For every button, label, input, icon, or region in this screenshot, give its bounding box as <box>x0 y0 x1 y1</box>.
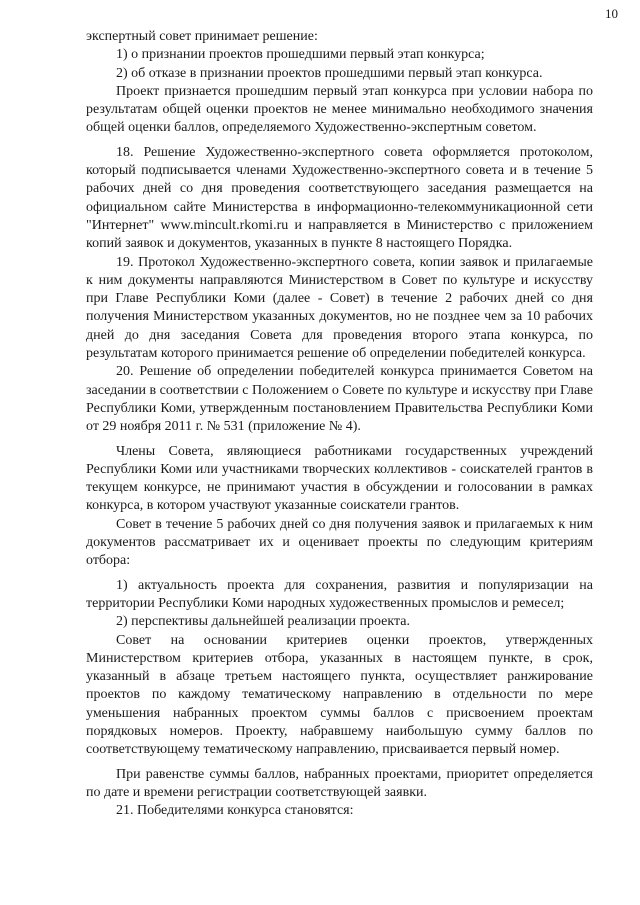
paragraph-6: 19. Протокол Художественно-экспертного совета, копии заявок и прилагаемые к ним документы направляются Министерством в Совет по культуре и искусству при Главе Республики Коми (далее - Совет) в течение 2 рабочих дней со дня получения Министерством указанных документов, но не позднее чем за 10 рабочих дней до дня заседания Совета для проведения второго этапа конкурса, по результатам которого принимается решение об определении победителей конкурса. <box>86 254 593 362</box>
paragraph-11: 2) перспективы дальнейшей реализации проекта. <box>116 614 410 630</box>
paragraph-14: 21. Победителями конкурса становятся: <box>116 803 354 819</box>
paragraph-12: Совет на основании критериев оценки проектов, утвержденных Министерством критериев отбора, указанных в настоящем пункте, в срок, указанный в абзаце третьем настоящего пункта, осуществляет ранжирование проектов по каждому тематическому направлению в отдельности по мере уменьшения набранных проектом суммы баллов с присвоением проектам порядковых номеров. Проекту, набравшему наибольшую сумму баллов по соответствующему тематическому направлению, присваивается первый номер. <box>86 632 593 758</box>
paragraph-8: Члены Совета, являющиеся работниками государственных учреждений Республики Коми или участниками творческих коллективов - соискателей грантов в текущем конкурсе, не принимают участия в обсуждении и голосовании в рамках конкурса, в котором участвуют указанные соискатели грантов. <box>86 443 593 514</box>
document-body <box>86 28 593 820</box>
paragraph-3: 2) об отказе в признании проектов прошедшими первый этап конкурса. <box>116 65 543 81</box>
paragraph-2: 1) о признании проектов прошедшими первый этап конкурса; <box>116 47 485 63</box>
paragraph-7: 20. Решение об определении победителей конкурса принимается Советом на заседании в соответствии с Положением о Совете по культуре и искусству при Главе Республики Коми, утвержденным постановлением Правительства Республики Коми от 29 ноября 2011 г. № 531 (приложение № 4). <box>86 364 593 435</box>
paragraph-1: экспертный совет принимает решение: <box>86 29 318 44</box>
paragraph-4: Проект признается прошедшим первый этап конкурса при условии набора по результатам общей оценки проектов не менее минимально необходимого значения общей оценки баллов, определяемого Художественно-экспертным советом. <box>86 83 593 136</box>
paragraph-5: 18. Решение Художественно-экспертного совета оформляется протоколом, который подписывается членами Художественно-экспертного совета и в течение 5 рабочих дней со дня проведения соответствующего заседания размещается на официальном сайте Министерства в информационно-телекоммуникационной сети "Интернет" www.mincult.rkomi.ru и направляется в Министерство с приложением копий заявок и документов, указанных в пункте 8 настоящего Порядка. <box>86 144 593 252</box>
paragraph-10: 1) актуальность проекта для сохранения, развития и популяризации на территории Республики Коми народных художественных промыслов и ремесел; <box>86 577 593 611</box>
paragraph-9: Совет в течение 5 рабочих дней со дня получения заявок и прилагаемых к ним документов рассматривает их и оценивает проекты по следующим критериям отбора: <box>86 516 593 569</box>
page-number: 10 <box>605 6 618 21</box>
paragraph-13: При равенстве суммы баллов, набранных проектами, приоритет определяется по дате и времени регистрации соответствующей заявки. <box>86 766 593 800</box>
